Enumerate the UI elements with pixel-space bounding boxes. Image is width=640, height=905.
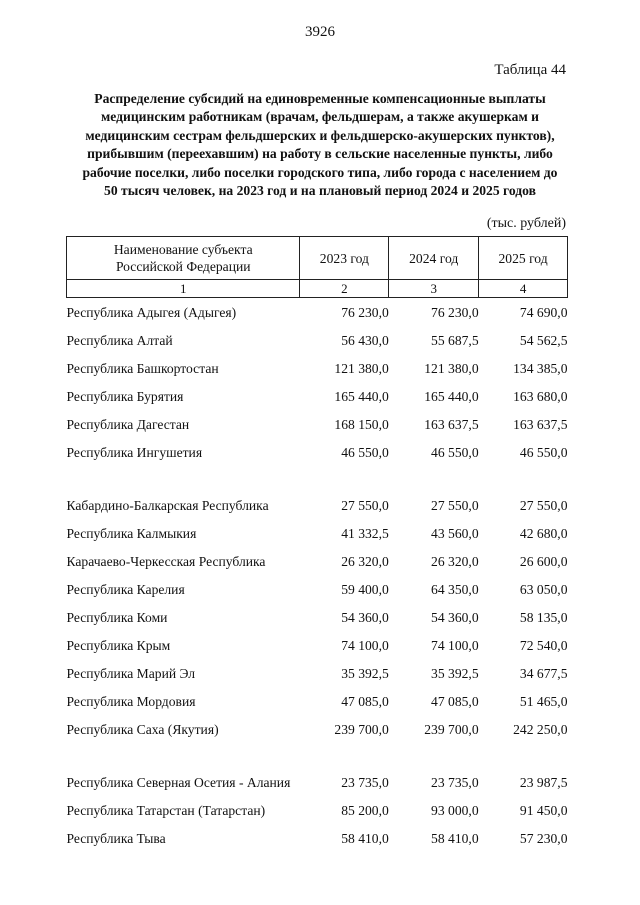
value-2024-cell: 165 440,0: [424, 388, 479, 404]
column-number: 3: [389, 280, 479, 298]
region-name-cell: Республика Марий Эл: [66, 665, 196, 681]
value-2025-cell: 54 562,5: [519, 332, 568, 348]
region-name-cell: Республика Дагестан: [66, 416, 190, 432]
document-title: Распределение субсидий на единовременные компенсационные выплаты медицинским работникам (врачам, фельдшерам, а также акушеркам и медицинским сестрам фельдшерских и фельдшерско-акушерских пунктов), прибывшим (переехавшим) на работу в сельские населенные пункты, либо рабочие поселки, либо поселки городского типа, либо города с населением до 50 тысяч человек, на 2023 год и на плановый период 2024 и 2025 годов: [82, 91, 558, 199]
table-row: [67, 547, 568, 575]
value-2025-cell: 163 637,5: [513, 416, 568, 432]
region-name-cell: Республика Бурятия: [66, 388, 184, 404]
value-2025-cell: 63 050,0: [519, 581, 568, 597]
page-number: 3926: [305, 24, 335, 40]
value-2025-cell: 51 465,0: [519, 693, 568, 709]
header-region: Наименование субъекта Российской Федерации: [67, 237, 300, 280]
table-row: [67, 410, 568, 438]
value-2023-cell: 27 550,0: [341, 498, 389, 513]
value-2024-cell: 27 550,0: [431, 498, 479, 513]
value-2023-cell: 46 550,0: [341, 444, 389, 460]
value-2025-cell: 42 680,0: [519, 525, 568, 541]
table-row: [67, 687, 568, 715]
table-row: [67, 796, 568, 824]
region-name-cell: Республика Крым: [66, 637, 171, 653]
table-header-row: [67, 237, 568, 280]
value-2025-cell: 23 987,5: [519, 775, 568, 790]
value-2025-cell: 72 540,0: [519, 637, 568, 653]
value-2024-cell: 74 100,0: [431, 637, 479, 653]
table-row: [67, 743, 568, 796]
value-2024-cell: 58 410,0: [431, 830, 479, 846]
value-2023-cell: 76 230,0: [341, 304, 389, 320]
region-name-cell: Республика Адыгея (Адыгея): [66, 304, 237, 320]
table-row: [67, 824, 568, 852]
region-name-cell: Республика Калмыкия: [66, 525, 197, 541]
value-2023-cell: 121 380,0: [334, 360, 389, 376]
value-2024-cell: 47 085,0: [431, 693, 479, 709]
table-row: [67, 575, 568, 603]
value-2023-cell: 165 440,0: [334, 388, 389, 404]
value-2025-cell: 46 550,0: [519, 444, 568, 460]
value-2023-cell: 59 400,0: [341, 581, 389, 597]
region-name-cell: Республика Северная Осетия - Алания: [66, 775, 291, 790]
value-2023-cell: 26 320,0: [341, 553, 389, 569]
value-2025-cell: 163 680,0: [513, 388, 568, 404]
value-2025-cell: 74 690,0: [519, 304, 568, 320]
value-2025-cell: 242 250,0: [513, 721, 568, 737]
region-name-cell: Республика Тыва: [66, 830, 166, 846]
value-2024-cell: 43 560,0: [431, 525, 479, 541]
region-name-cell: Республика Карелия: [66, 581, 185, 597]
value-2023-cell: 74 100,0: [341, 637, 389, 653]
table-row: [67, 382, 568, 410]
value-2023-cell: 239 700,0: [334, 721, 389, 737]
value-2024-cell: 35 392,5: [431, 665, 479, 681]
table-row: [67, 466, 568, 519]
value-2023-cell: 58 410,0: [341, 830, 389, 846]
column-number-row: [67, 280, 568, 298]
header-2025: 2025 год: [479, 237, 568, 280]
region-name-cell: Республика Мордовия: [66, 693, 196, 709]
region-name-cell: Республика Коми: [66, 609, 168, 625]
value-2024-cell: 54 360,0: [431, 609, 479, 625]
header-2023: 2023 год: [300, 237, 389, 280]
table-row: [67, 715, 568, 743]
value-2024-cell: 121 380,0: [424, 360, 479, 376]
table-row: [67, 298, 568, 327]
table-row: [67, 659, 568, 687]
value-2023-cell: 56 430,0: [341, 332, 389, 348]
value-2024-cell: 55 687,5: [431, 332, 479, 348]
value-2024-cell: 46 550,0: [431, 444, 479, 460]
table-row: [67, 631, 568, 659]
value-2025-cell: 34 677,5: [519, 665, 568, 681]
value-2024-cell: 76 230,0: [431, 304, 479, 320]
value-2025-cell: 57 230,0: [519, 830, 568, 846]
value-2023-cell: 54 360,0: [341, 609, 389, 625]
value-2024-cell: 163 637,5: [424, 416, 479, 432]
column-number: 4: [479, 280, 568, 298]
value-2023-cell: 85 200,0: [341, 802, 389, 818]
subsidy-table: [66, 236, 568, 852]
value-2025-cell: 58 135,0: [519, 609, 568, 625]
column-number: 2: [300, 280, 389, 298]
region-name-cell: Республика Ингушетия: [66, 444, 203, 460]
header-2024: 2024 год: [389, 237, 479, 280]
table-row: [67, 519, 568, 547]
value-2024-cell: 64 350,0: [431, 581, 479, 597]
table-label: Таблица 44: [494, 62, 566, 78]
value-2025-cell: 26 600,0: [519, 553, 568, 569]
value-2025-cell: 27 550,0: [519, 498, 568, 513]
region-name-cell: Карачаево-Черкесская Республика: [66, 553, 266, 569]
value-2024-cell: 26 320,0: [431, 553, 479, 569]
value-2023-cell: 23 735,0: [341, 775, 389, 790]
value-2023-cell: 168 150,0: [334, 416, 389, 432]
units-label: (тыс. рублей): [486, 216, 566, 231]
value-2025-cell: 91 450,0: [519, 802, 568, 818]
region-name-cell: Республика Саха (Якутия): [66, 721, 219, 737]
table-row: [67, 438, 568, 466]
value-2023-cell: 35 392,5: [341, 665, 389, 681]
region-name-cell: Республика Татарстан (Татарстан): [66, 802, 266, 818]
column-number: 1: [67, 280, 300, 298]
region-name-cell: Республика Башкортостан: [66, 360, 219, 376]
value-2024-cell: 23 735,0: [431, 775, 479, 790]
value-2024-cell: 93 000,0: [431, 802, 479, 818]
table-row: [67, 326, 568, 354]
table-row: [67, 354, 568, 382]
value-2023-cell: 47 085,0: [341, 693, 389, 709]
value-2023-cell: 41 332,5: [341, 525, 389, 541]
value-2024-cell: 239 700,0: [424, 721, 479, 737]
table-row: [67, 603, 568, 631]
region-name-cell: Республика Алтай: [66, 332, 173, 348]
value-2025-cell: 134 385,0: [513, 360, 568, 376]
region-name-cell: Кабардино-Балкарская Республика: [66, 498, 269, 513]
